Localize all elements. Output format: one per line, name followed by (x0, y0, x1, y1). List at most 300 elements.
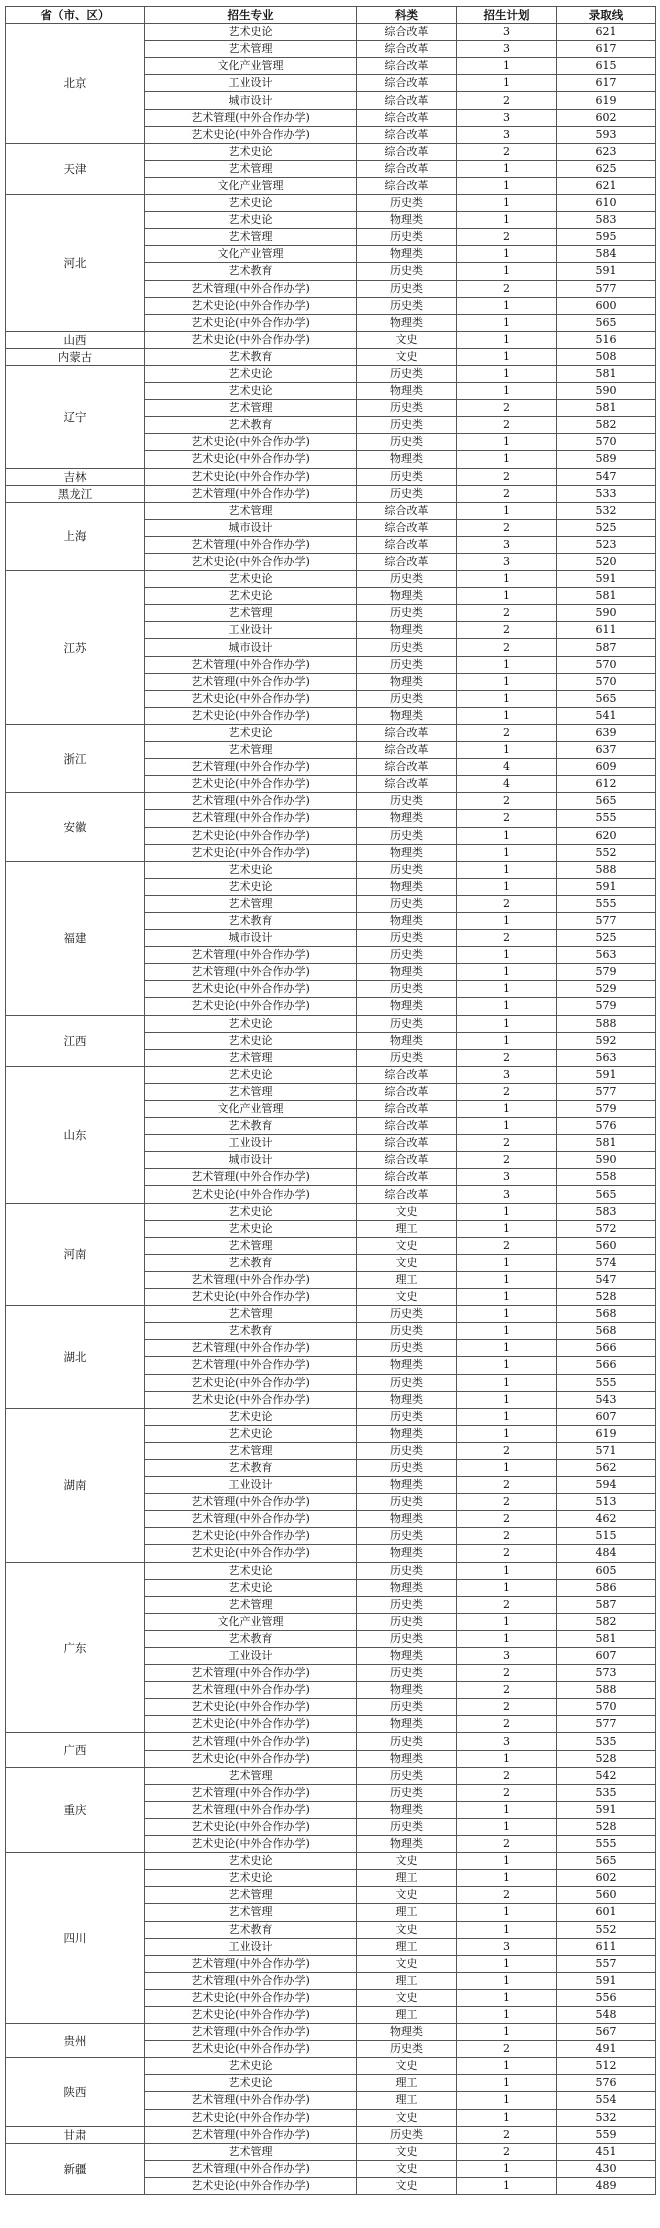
score-cell: 489 (557, 2177, 656, 2194)
plan-cell: 3 (457, 1169, 557, 1186)
score-cell: 590 (557, 383, 656, 400)
plan-cell: 2 (457, 895, 557, 912)
score-cell: 532 (557, 2109, 656, 2126)
score-cell: 591 (557, 1801, 656, 1818)
major-cell: 艺术管理(中外合作办学) (145, 2126, 357, 2143)
plan-cell: 1 (457, 1870, 557, 1887)
score-cell: 529 (557, 981, 656, 998)
category-cell: 物理类 (357, 964, 457, 981)
score-cell: 555 (557, 1374, 656, 1391)
major-cell: 艺术管理 (145, 1237, 357, 1254)
score-cell: 543 (557, 1391, 656, 1408)
plan-cell: 2 (457, 143, 557, 160)
score-cell: 588 (557, 1682, 656, 1699)
plan-cell: 1 (457, 2092, 557, 2109)
plan-cell: 1 (457, 690, 557, 707)
plan-cell: 3 (457, 1733, 557, 1750)
category-cell: 文史 (357, 1853, 457, 1870)
category-cell: 综合改革 (357, 177, 457, 194)
major-cell: 艺术史论(中外合作办学) (145, 1289, 357, 1306)
score-cell: 547 (557, 468, 656, 485)
category-cell: 理工 (357, 1938, 457, 1955)
major-cell: 文化产业管理 (145, 1101, 357, 1118)
category-cell: 历史类 (357, 195, 457, 212)
category-cell: 历史类 (357, 1049, 457, 1066)
major-cell: 艺术管理(中外合作办学) (145, 280, 357, 297)
category-cell: 物理类 (357, 810, 457, 827)
major-cell: 艺术史论 (145, 1220, 357, 1237)
plan-cell: 2 (457, 2126, 557, 2143)
province-cell: 山东 (6, 1066, 145, 1203)
category-cell: 综合改革 (357, 536, 457, 553)
score-cell: 579 (557, 1101, 656, 1118)
category-cell: 历史类 (357, 1408, 457, 1425)
province-cell: 北京 (6, 24, 145, 144)
score-cell: 625 (557, 160, 656, 177)
score-cell: 620 (557, 827, 656, 844)
plan-cell: 1 (457, 1579, 557, 1596)
plan-cell: 1 (457, 1271, 557, 1288)
score-cell: 484 (557, 1545, 656, 1562)
score-cell: 581 (557, 1135, 656, 1152)
plan-cell: 1 (457, 2024, 557, 2041)
category-cell: 历史类 (357, 793, 457, 810)
province-cell: 四川 (6, 1853, 145, 2024)
plan-cell: 1 (457, 1630, 557, 1647)
score-cell: 491 (557, 2041, 656, 2058)
category-cell: 历史类 (357, 1494, 457, 1511)
plan-cell: 1 (457, 673, 557, 690)
score-cell: 574 (557, 1254, 656, 1271)
score-cell: 570 (557, 434, 656, 451)
major-cell: 艺术管理 (145, 400, 357, 417)
major-cell: 艺术史论(中外合作办学) (145, 776, 357, 793)
score-cell: 525 (557, 519, 656, 536)
plan-cell: 1 (457, 58, 557, 75)
category-cell: 文史 (357, 2160, 457, 2177)
plan-cell: 1 (457, 1750, 557, 1767)
score-cell: 535 (557, 1733, 656, 1750)
plan-cell: 1 (457, 434, 557, 451)
major-cell: 艺术史论 (145, 383, 357, 400)
category-cell: 综合改革 (357, 1083, 457, 1100)
score-cell: 591 (557, 1972, 656, 1989)
major-cell: 艺术管理(中外合作办学) (145, 1271, 357, 1288)
major-cell: 艺术史论 (145, 1579, 357, 1596)
major-cell: 艺术管理(中外合作办学) (145, 1682, 357, 1699)
plan-cell: 2 (457, 1716, 557, 1733)
plan-cell: 1 (457, 1254, 557, 1271)
category-cell: 综合改革 (357, 554, 457, 571)
score-cell: 582 (557, 417, 656, 434)
score-cell: 609 (557, 759, 656, 776)
major-cell: 艺术史论 (145, 571, 357, 588)
table-row (6, 468, 656, 485)
province-cell: 重庆 (6, 1767, 145, 1852)
plan-cell: 1 (457, 348, 557, 365)
province-cell: 甘肃 (6, 2126, 145, 2143)
plan-cell: 1 (457, 947, 557, 964)
table-header-row (6, 7, 656, 24)
major-cell: 艺术管理(中外合作办学) (145, 2092, 357, 2109)
score-cell: 525 (557, 930, 656, 947)
score-cell: 562 (557, 1459, 656, 1476)
category-cell: 文史 (357, 1254, 457, 1271)
score-cell: 430 (557, 2160, 656, 2177)
major-cell: 艺术史论(中外合作办学) (145, 1374, 357, 1391)
score-cell: 577 (557, 1716, 656, 1733)
plan-cell: 2 (457, 1596, 557, 1613)
table-row (6, 571, 656, 588)
plan-cell: 1 (457, 75, 557, 92)
plan-cell: 1 (457, 1853, 557, 1870)
plan-cell: 1 (457, 246, 557, 263)
score-cell: 542 (557, 1767, 656, 1784)
score-cell: 637 (557, 742, 656, 759)
table-row (6, 2058, 656, 2075)
plan-cell: 2 (457, 1442, 557, 1459)
admission-table (5, 6, 656, 2195)
score-cell: 512 (557, 2058, 656, 2075)
category-cell: 物理类 (357, 622, 457, 639)
major-cell: 艺术教育 (145, 1630, 357, 1647)
category-cell: 物理类 (357, 878, 457, 895)
major-cell: 文化产业管理 (145, 1613, 357, 1630)
major-cell: 艺术管理 (145, 605, 357, 622)
major-cell: 艺术管理(中外合作办学) (145, 1169, 357, 1186)
category-cell: 历史类 (357, 1459, 457, 1476)
category-cell: 历史类 (357, 2041, 457, 2058)
score-cell: 573 (557, 1665, 656, 1682)
plan-cell: 1 (457, 195, 557, 212)
major-cell: 艺术管理 (145, 1442, 357, 1459)
major-cell: 艺术史论(中外合作办学) (145, 981, 357, 998)
major-cell: 艺术史论(中外合作办学) (145, 126, 357, 143)
category-cell: 物理类 (357, 1836, 457, 1853)
category-cell: 历史类 (357, 365, 457, 382)
score-cell: 565 (557, 690, 656, 707)
score-cell: 581 (557, 365, 656, 382)
table-row (6, 1203, 656, 1220)
plan-cell: 2 (457, 417, 557, 434)
score-cell: 555 (557, 1836, 656, 1853)
header-score: 录取线 (557, 7, 656, 24)
category-cell: 综合改革 (357, 75, 457, 92)
score-cell: 592 (557, 1032, 656, 1049)
table-row (6, 485, 656, 502)
province-cell: 河南 (6, 1203, 145, 1306)
major-cell: 艺术史论(中外合作办学) (145, 331, 357, 348)
major-cell: 艺术史论 (145, 1853, 357, 1870)
province-cell: 内蒙古 (6, 348, 145, 365)
plan-cell: 1 (457, 1340, 557, 1357)
score-cell: 577 (557, 280, 656, 297)
score-cell: 568 (557, 1306, 656, 1323)
major-cell: 艺术管理 (145, 1083, 357, 1100)
score-cell: 513 (557, 1494, 656, 1511)
province-cell: 山西 (6, 331, 145, 348)
category-cell: 历史类 (357, 1340, 457, 1357)
plan-cell: 1 (457, 1408, 557, 1425)
score-cell: 611 (557, 1938, 656, 1955)
major-cell: 艺术教育 (145, 1118, 357, 1135)
plan-cell: 2 (457, 1083, 557, 1100)
category-cell: 文史 (357, 1289, 457, 1306)
score-cell: 570 (557, 1699, 656, 1716)
plan-cell: 2 (457, 1152, 557, 1169)
category-cell: 综合改革 (357, 724, 457, 741)
category-cell: 历史类 (357, 1613, 457, 1630)
score-cell: 577 (557, 1083, 656, 1100)
plan-cell: 3 (457, 41, 557, 58)
plan-cell: 2 (457, 468, 557, 485)
major-cell: 艺术史论(中外合作办学) (145, 1818, 357, 1835)
province-cell: 吉林 (6, 468, 145, 485)
major-cell: 工业设计 (145, 1477, 357, 1494)
category-cell: 物理类 (357, 588, 457, 605)
province-cell: 浙江 (6, 724, 145, 792)
score-cell: 590 (557, 605, 656, 622)
plan-cell: 2 (457, 1528, 557, 1545)
table-row (6, 1562, 656, 1579)
plan-cell: 1 (457, 1801, 557, 1818)
major-cell: 艺术史论(中外合作办学) (145, 827, 357, 844)
category-cell: 文史 (357, 2177, 457, 2194)
major-cell: 艺术史论(中外合作办学) (145, 1186, 357, 1203)
major-cell: 艺术史论 (145, 143, 357, 160)
table-row (6, 1015, 656, 1032)
province-cell: 江苏 (6, 571, 145, 725)
category-cell: 物理类 (357, 1682, 457, 1699)
major-cell: 艺术史论(中外合作办学) (145, 1545, 357, 1562)
major-cell: 艺术管理 (145, 1887, 357, 1904)
plan-cell: 2 (457, 1477, 557, 1494)
major-cell: 艺术管理(中外合作办学) (145, 656, 357, 673)
major-cell: 文化产业管理 (145, 177, 357, 194)
category-cell: 综合改革 (357, 1152, 457, 1169)
score-cell: 639 (557, 724, 656, 741)
category-cell: 物理类 (357, 383, 457, 400)
category-cell: 历史类 (357, 1630, 457, 1647)
score-cell: 591 (557, 1066, 656, 1083)
score-cell: 591 (557, 263, 656, 280)
major-cell: 艺术史论(中外合作办学) (145, 998, 357, 1015)
province-cell: 湖南 (6, 1408, 145, 1562)
header-major: 招生专业 (145, 7, 357, 24)
score-cell: 587 (557, 639, 656, 656)
category-cell: 综合改革 (357, 502, 457, 519)
major-cell: 艺术史论(中外合作办学) (145, 1528, 357, 1545)
major-cell: 艺术史论 (145, 2058, 357, 2075)
plan-cell: 2 (457, 1049, 557, 1066)
major-cell: 艺术教育 (145, 1921, 357, 1938)
plan-cell: 1 (457, 383, 557, 400)
plan-cell: 2 (457, 519, 557, 536)
score-cell: 591 (557, 571, 656, 588)
major-cell: 艺术史论(中外合作办学) (145, 707, 357, 724)
category-cell: 文史 (357, 1921, 457, 1938)
major-cell: 艺术史论(中外合作办学) (145, 2109, 357, 2126)
header-province: 省（市、区） (6, 7, 145, 24)
major-cell: 城市设计 (145, 930, 357, 947)
score-cell: 594 (557, 1477, 656, 1494)
score-cell: 566 (557, 1340, 656, 1357)
category-cell: 物理类 (357, 844, 457, 861)
major-cell: 艺术史论 (145, 1032, 357, 1049)
score-cell: 617 (557, 75, 656, 92)
major-cell: 工业设计 (145, 1135, 357, 1152)
major-cell: 艺术管理(中外合作办学) (145, 2160, 357, 2177)
major-cell: 艺术史论 (145, 1562, 357, 1579)
score-cell: 581 (557, 400, 656, 417)
score-cell: 555 (557, 895, 656, 912)
plan-cell: 2 (457, 1767, 557, 1784)
score-cell: 528 (557, 1750, 656, 1767)
plan-cell: 2 (457, 229, 557, 246)
score-cell: 621 (557, 177, 656, 194)
plan-cell: 1 (457, 1955, 557, 1972)
major-cell: 艺术史论 (145, 24, 357, 41)
table-row (6, 2126, 656, 2143)
category-cell: 物理类 (357, 998, 457, 1015)
plan-cell: 1 (457, 2160, 557, 2177)
plan-cell: 1 (457, 1972, 557, 1989)
plan-cell: 1 (457, 1921, 557, 1938)
category-cell: 综合改革 (357, 1169, 457, 1186)
category-cell: 综合改革 (357, 1135, 457, 1152)
plan-cell: 1 (457, 912, 557, 929)
score-cell: 556 (557, 1989, 656, 2006)
category-cell: 历史类 (357, 1562, 457, 1579)
score-cell: 515 (557, 1528, 656, 1545)
category-cell: 综合改革 (357, 160, 457, 177)
major-cell: 艺术史论 (145, 2075, 357, 2092)
table-row (6, 365, 656, 382)
major-cell: 艺术管理(中外合作办学) (145, 2024, 357, 2041)
category-cell: 理工 (357, 1972, 457, 1989)
plan-cell: 4 (457, 776, 557, 793)
major-cell: 艺术史论 (145, 365, 357, 382)
category-cell: 历史类 (357, 1596, 457, 1613)
score-cell: 623 (557, 143, 656, 160)
category-cell: 综合改革 (357, 109, 457, 126)
plan-cell: 1 (457, 964, 557, 981)
plan-cell: 1 (457, 2177, 557, 2194)
score-cell: 607 (557, 1648, 656, 1665)
plan-cell: 2 (457, 793, 557, 810)
category-cell: 物理类 (357, 1425, 457, 1442)
score-cell: 607 (557, 1408, 656, 1425)
category-cell: 理工 (357, 2075, 457, 2092)
category-cell: 历史类 (357, 1306, 457, 1323)
category-cell: 物理类 (357, 1032, 457, 1049)
province-cell: 福建 (6, 861, 145, 1015)
major-cell: 艺术史论(中外合作办学) (145, 1699, 357, 1716)
province-cell: 湖北 (6, 1306, 145, 1409)
category-cell: 综合改革 (357, 143, 457, 160)
category-cell: 理工 (357, 1271, 457, 1288)
score-cell: 563 (557, 1049, 656, 1066)
plan-cell: 2 (457, 1237, 557, 1254)
category-cell: 历史类 (357, 930, 457, 947)
province-cell: 天津 (6, 143, 145, 194)
category-cell: 综合改革 (357, 519, 457, 536)
major-cell: 艺术史论(中外合作办学) (145, 1391, 357, 1408)
plan-cell: 1 (457, 1818, 557, 1835)
major-cell: 艺术史论(中外合作办学) (145, 1836, 357, 1853)
plan-cell: 2 (457, 2143, 557, 2160)
category-cell: 文史 (357, 1203, 457, 1220)
category-cell: 历史类 (357, 2126, 457, 2143)
major-cell: 艺术史论 (145, 861, 357, 878)
category-cell: 物理类 (357, 1357, 457, 1374)
plan-cell: 1 (457, 742, 557, 759)
major-cell: 艺术史论(中外合作办学) (145, 1750, 357, 1767)
category-cell: 综合改革 (357, 742, 457, 759)
score-cell: 602 (557, 1870, 656, 1887)
score-cell: 563 (557, 947, 656, 964)
plan-cell: 1 (457, 263, 557, 280)
major-cell: 艺术史论 (145, 878, 357, 895)
score-cell: 559 (557, 2126, 656, 2143)
major-cell: 艺术史论(中外合作办学) (145, 2177, 357, 2194)
major-cell: 艺术管理(中外合作办学) (145, 1733, 357, 1750)
category-cell: 物理类 (357, 1477, 457, 1494)
major-cell: 艺术史论(中外合作办学) (145, 844, 357, 861)
header-category: 科类 (357, 7, 457, 24)
plan-cell: 1 (457, 571, 557, 588)
table-row (6, 502, 656, 519)
major-cell: 艺术教育 (145, 348, 357, 365)
major-cell: 艺术管理(中外合作办学) (145, 1972, 357, 1989)
score-cell: 617 (557, 41, 656, 58)
table-body (6, 24, 656, 2195)
table-row (6, 1733, 656, 1750)
plan-cell: 1 (457, 1203, 557, 1220)
major-cell: 艺术教育 (145, 263, 357, 280)
province-cell: 广西 (6, 1733, 145, 1767)
category-cell: 综合改革 (357, 24, 457, 41)
score-cell: 508 (557, 348, 656, 365)
category-cell: 综合改革 (357, 126, 457, 143)
plan-cell: 2 (457, 622, 557, 639)
plan-cell: 1 (457, 160, 557, 177)
category-cell: 历史类 (357, 229, 457, 246)
score-cell: 582 (557, 1613, 656, 1630)
plan-cell: 1 (457, 827, 557, 844)
score-cell: 547 (557, 1271, 656, 1288)
plan-cell: 1 (457, 1904, 557, 1921)
table-row (6, 1767, 656, 1784)
plan-cell: 1 (457, 2006, 557, 2023)
plan-cell: 2 (457, 605, 557, 622)
plan-cell: 2 (457, 1699, 557, 1716)
score-cell: 568 (557, 1323, 656, 1340)
category-cell: 文史 (357, 1887, 457, 1904)
major-cell: 艺术史论(中外合作办学) (145, 434, 357, 451)
score-cell: 541 (557, 707, 656, 724)
category-cell: 理工 (357, 1904, 457, 1921)
major-cell: 艺术史论(中外合作办学) (145, 1716, 357, 1733)
score-cell: 577 (557, 912, 656, 929)
score-cell: 584 (557, 246, 656, 263)
category-cell: 历史类 (357, 263, 457, 280)
plan-cell: 1 (457, 2109, 557, 2126)
score-cell: 583 (557, 212, 656, 229)
plan-cell: 2 (457, 485, 557, 502)
score-cell: 615 (557, 58, 656, 75)
plan-cell: 2 (457, 930, 557, 947)
